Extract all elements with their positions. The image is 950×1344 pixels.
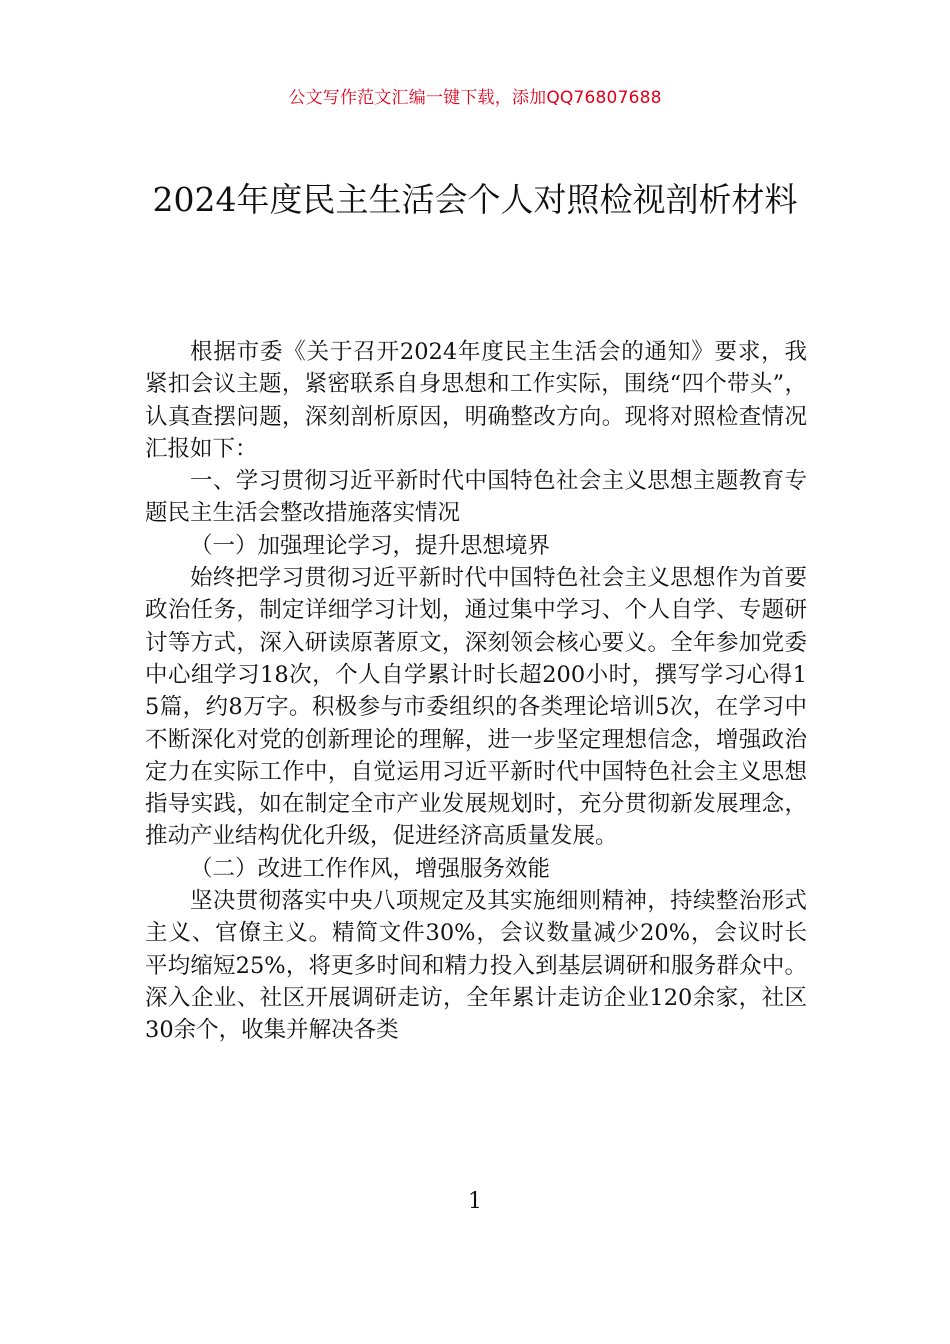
document-title: 2024年度民主生活会个人对照检视剖析材料 (152, 180, 798, 219)
header-watermark-text: 公文写作范文汇编一键下载，添加QQ76807688 (288, 88, 662, 108)
paragraph-theory-study: 始终把学习贯彻习近平新时代中国特色社会主义思想作为首要政治任务，制定详细学习计划，通过集中学习、个人自学、专题研讨等方式，深入研读原著原文，深刻领会核心要义。全年参加党委中心组学习18次，个人自学累计时长超200小时，撰写学习心得15篇，约8万字。积极参与市委组织的各类理论培训5次，在学习中不断深化对党的创新理论的理解，进一步坚定理想信念，增强政治定力在实际工作中，自觉运用习近平新时代中国特色社会主义思想指导实践，如在制定全市产业发展规划时，充分贯彻新发展理念，推动产业结构优化升级，促进经济高质量发展。 (145, 565, 807, 850)
document-body (145, 336, 807, 1047)
paragraph-work-style: 坚决贯彻落实中央八项规定及其实施细则精神，持续整治形式主义、官僚主义。精简文件30%，会议数量减少20%，会议时长平均缩短25%，将更多时间和精力投入到基层调研和服务群众中。深入企业、社区开展调研走访，全年累计走访企业120余家，社区30余个，收集并解决各类 (145, 888, 807, 1044)
subsection-heading-1: （一）加强理论学习，提升思想境界 (190, 532, 551, 559)
page-number: 1 (468, 1189, 482, 1214)
section-heading-1: 一、学习贯彻习近平新时代中国特色社会主义思想主题教育专题民主生活会整改措施落实情况 (145, 468, 807, 527)
paragraph-intro: 根据市委《关于召开2024年度民主生活会的通知》要求，我紧扣会议主题，紧密联系自身思想和工作实际，围绕“四个带头”，认真查摆问题，深刻剖析原因，明确整改方向。现将对照检查情况汇报如下： (145, 339, 807, 462)
subsection-heading-2: （二）改进工作作风，增强服务效能 (190, 855, 551, 882)
